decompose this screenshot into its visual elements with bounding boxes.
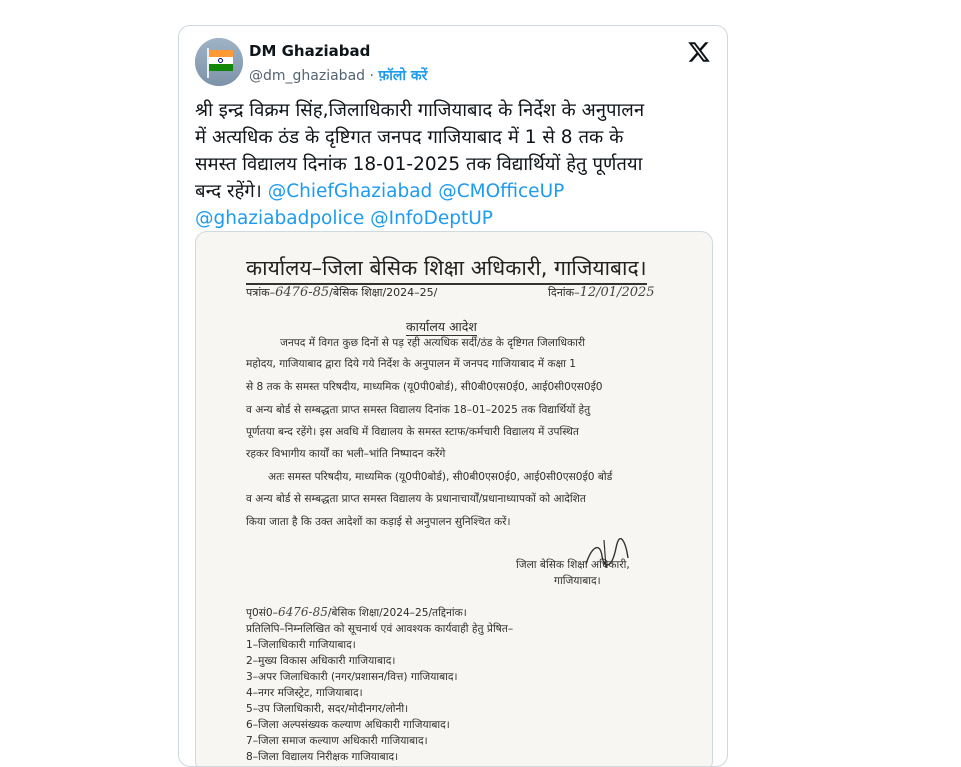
- body-line: रहकर विभागीय कार्यों का भली–भांति निष्पादन करेंगे: [246, 448, 446, 460]
- copy-list-item: 6–जिला अल्पसंख्यक कल्याण अधिकारी गाजियाबाद।: [246, 719, 450, 731]
- tweet-text-line: श्री इन्द्र विक्रम सिंह,जिलाधिकारी गाजियाबाद के निर्देश के अनुपालन: [195, 100, 645, 121]
- copy-list-item: 2–मुख्य विकास अधिकारी गाजियाबाद।: [246, 655, 396, 667]
- copy-ref-number: 6476-85: [277, 605, 328, 619]
- ref-label: पत्रांक–: [246, 286, 276, 299]
- author-name[interactable]: DM Ghaziabad: [249, 42, 371, 60]
- body-line: जनपद में विगत कुछ दिनों से पड़ रही अत्यधिक सर्दी/ठंड के दृष्टिगत जिलाधिकारी: [280, 337, 585, 349]
- flag-chakra-icon: [218, 58, 223, 63]
- body-line: व अन्य बोर्ड से सम्बद्धता प्राप्त समस्त विद्यालय के प्रधानाचार्यों/प्रधानाध्यापकों को आदेशित: [246, 493, 586, 505]
- attached-image[interactable]: [195, 231, 713, 767]
- tweet-text-fragment: बन्द रहेंगे।: [195, 181, 262, 202]
- mention-link[interactable]: @ChiefGhaziabad: [267, 181, 433, 202]
- flag-green-band: [209, 64, 233, 71]
- tweet-text-line: [195, 205, 715, 232]
- copy-list-item: 7–जिला समाज कल्याण अधिकारी गाजियाबाद।: [246, 735, 428, 747]
- copy-intro: प्रतिलिपि–निम्नलिखित को सूचनार्थ एवं आवश्यक कार्यवाही हेतु प्रेषित–: [246, 623, 514, 635]
- order-document: [196, 232, 712, 767]
- body-line: व अन्य बोर्ड से सम्बद्धता प्राप्त समस्त विद्यालय दिनांक 18–01–2025 तक विद्यार्थियों हेतु: [246, 404, 591, 416]
- body-line: पूर्णतया बन्द रहेंगे। इस अवधि में विद्यालय के समस्त स्टाफ/कर्मचारी विद्यालय में उपस्थित: [246, 426, 579, 438]
- tweet-text-line: [195, 178, 715, 205]
- tweet-text-line: में अत्यधिक ठंड के दृष्टिगत जनपद गाजियाबाद में 1 से 8 तक के: [195, 127, 624, 148]
- avatar[interactable]: [195, 38, 243, 86]
- copy-reference-line: [246, 605, 467, 620]
- date-label: दिनांक–: [548, 286, 580, 299]
- mention-link[interactable]: @InfoDeptUP: [370, 208, 493, 229]
- date-value: 12/01/2025: [579, 285, 655, 300]
- tweet-text-line: समस्त विद्यालय दिनांक 18-01-2025 तक विद्यार्थियों हेतु पूर्णतया: [195, 154, 643, 175]
- mention-link[interactable]: @ghaziabadpolice: [195, 208, 365, 229]
- reference-line: [246, 285, 437, 300]
- copy-ref-suffix: /बेसिक शिक्षा/2024–25/तद्दिनांक।: [327, 607, 467, 619]
- date-line: [548, 285, 655, 300]
- copy-ref-label: पृ0सं0–: [246, 607, 278, 619]
- separator: ·: [369, 68, 374, 84]
- follow-button[interactable]: फ़ॉलो करें: [378, 68, 428, 84]
- copy-list-item: 4–नगर मजिस्ट्रेट, गाजियाबाद।: [246, 687, 363, 699]
- flag-saffron-band: [209, 50, 233, 57]
- signature-title: जिला बेसिक शिक्षा अधिकारी,: [516, 559, 630, 571]
- mention-link[interactable]: @CMOfficeUP: [438, 181, 565, 202]
- handle-row: [249, 66, 427, 85]
- copy-list-item: 1–जिलाधिकारी गाजियाबाद।: [246, 639, 356, 651]
- copy-list-item: 3–अपर जिलाधिकारी (नगर/प्रशासन/वित्त) गाजियाबाद।: [246, 671, 458, 683]
- tweet-text: [195, 97, 715, 232]
- signature-place: गाजियाबाद।: [554, 575, 601, 587]
- order-title: कार्यालय आदेश: [406, 319, 477, 334]
- document-heading: कार्यालय–जिला बेसिक शिक्षा अधिकारी, गाजियाबाद।: [246, 254, 647, 285]
- tweet-card: [178, 25, 728, 767]
- body-line: महोदय, गाजियाबाद द्वारा दिये गये निर्देश के अनुपालन में जनपद गाजियाबाद में कक्षा 1: [246, 358, 577, 370]
- copy-list-item: 8–जिला विद्यालय निरीक्षक गाजियाबाद।: [246, 751, 399, 763]
- body-line: से 8 तक के समस्त परिषदीय, माध्यमिक (यू0पी0बोर्ड), सी0बी0एस0ई0, आई0सी0एस0ई0: [246, 381, 603, 393]
- copy-list-item: 5–उप जिलाधिकारी, सदर/मोदीनगर/लोनी।: [246, 703, 409, 715]
- body-line: किया जाता है कि उक्त आदेशों का कड़ाई से अनुपालन सुनिश्चित करें।: [246, 516, 511, 528]
- ref-number: 6476-85: [275, 285, 330, 300]
- x-logo-icon[interactable]: [687, 40, 711, 64]
- author-handle[interactable]: @dm_ghaziabad: [249, 68, 366, 84]
- ref-suffix: /बेसिक शिक्षा/2024–25/: [329, 286, 438, 299]
- body-line: अतः समस्त परिषदीय, माध्यमिक (यू0पी0बोर्ड), सी0बी0एस0ई0, आई0सी0एस0ई0 बोर्ड: [268, 471, 613, 483]
